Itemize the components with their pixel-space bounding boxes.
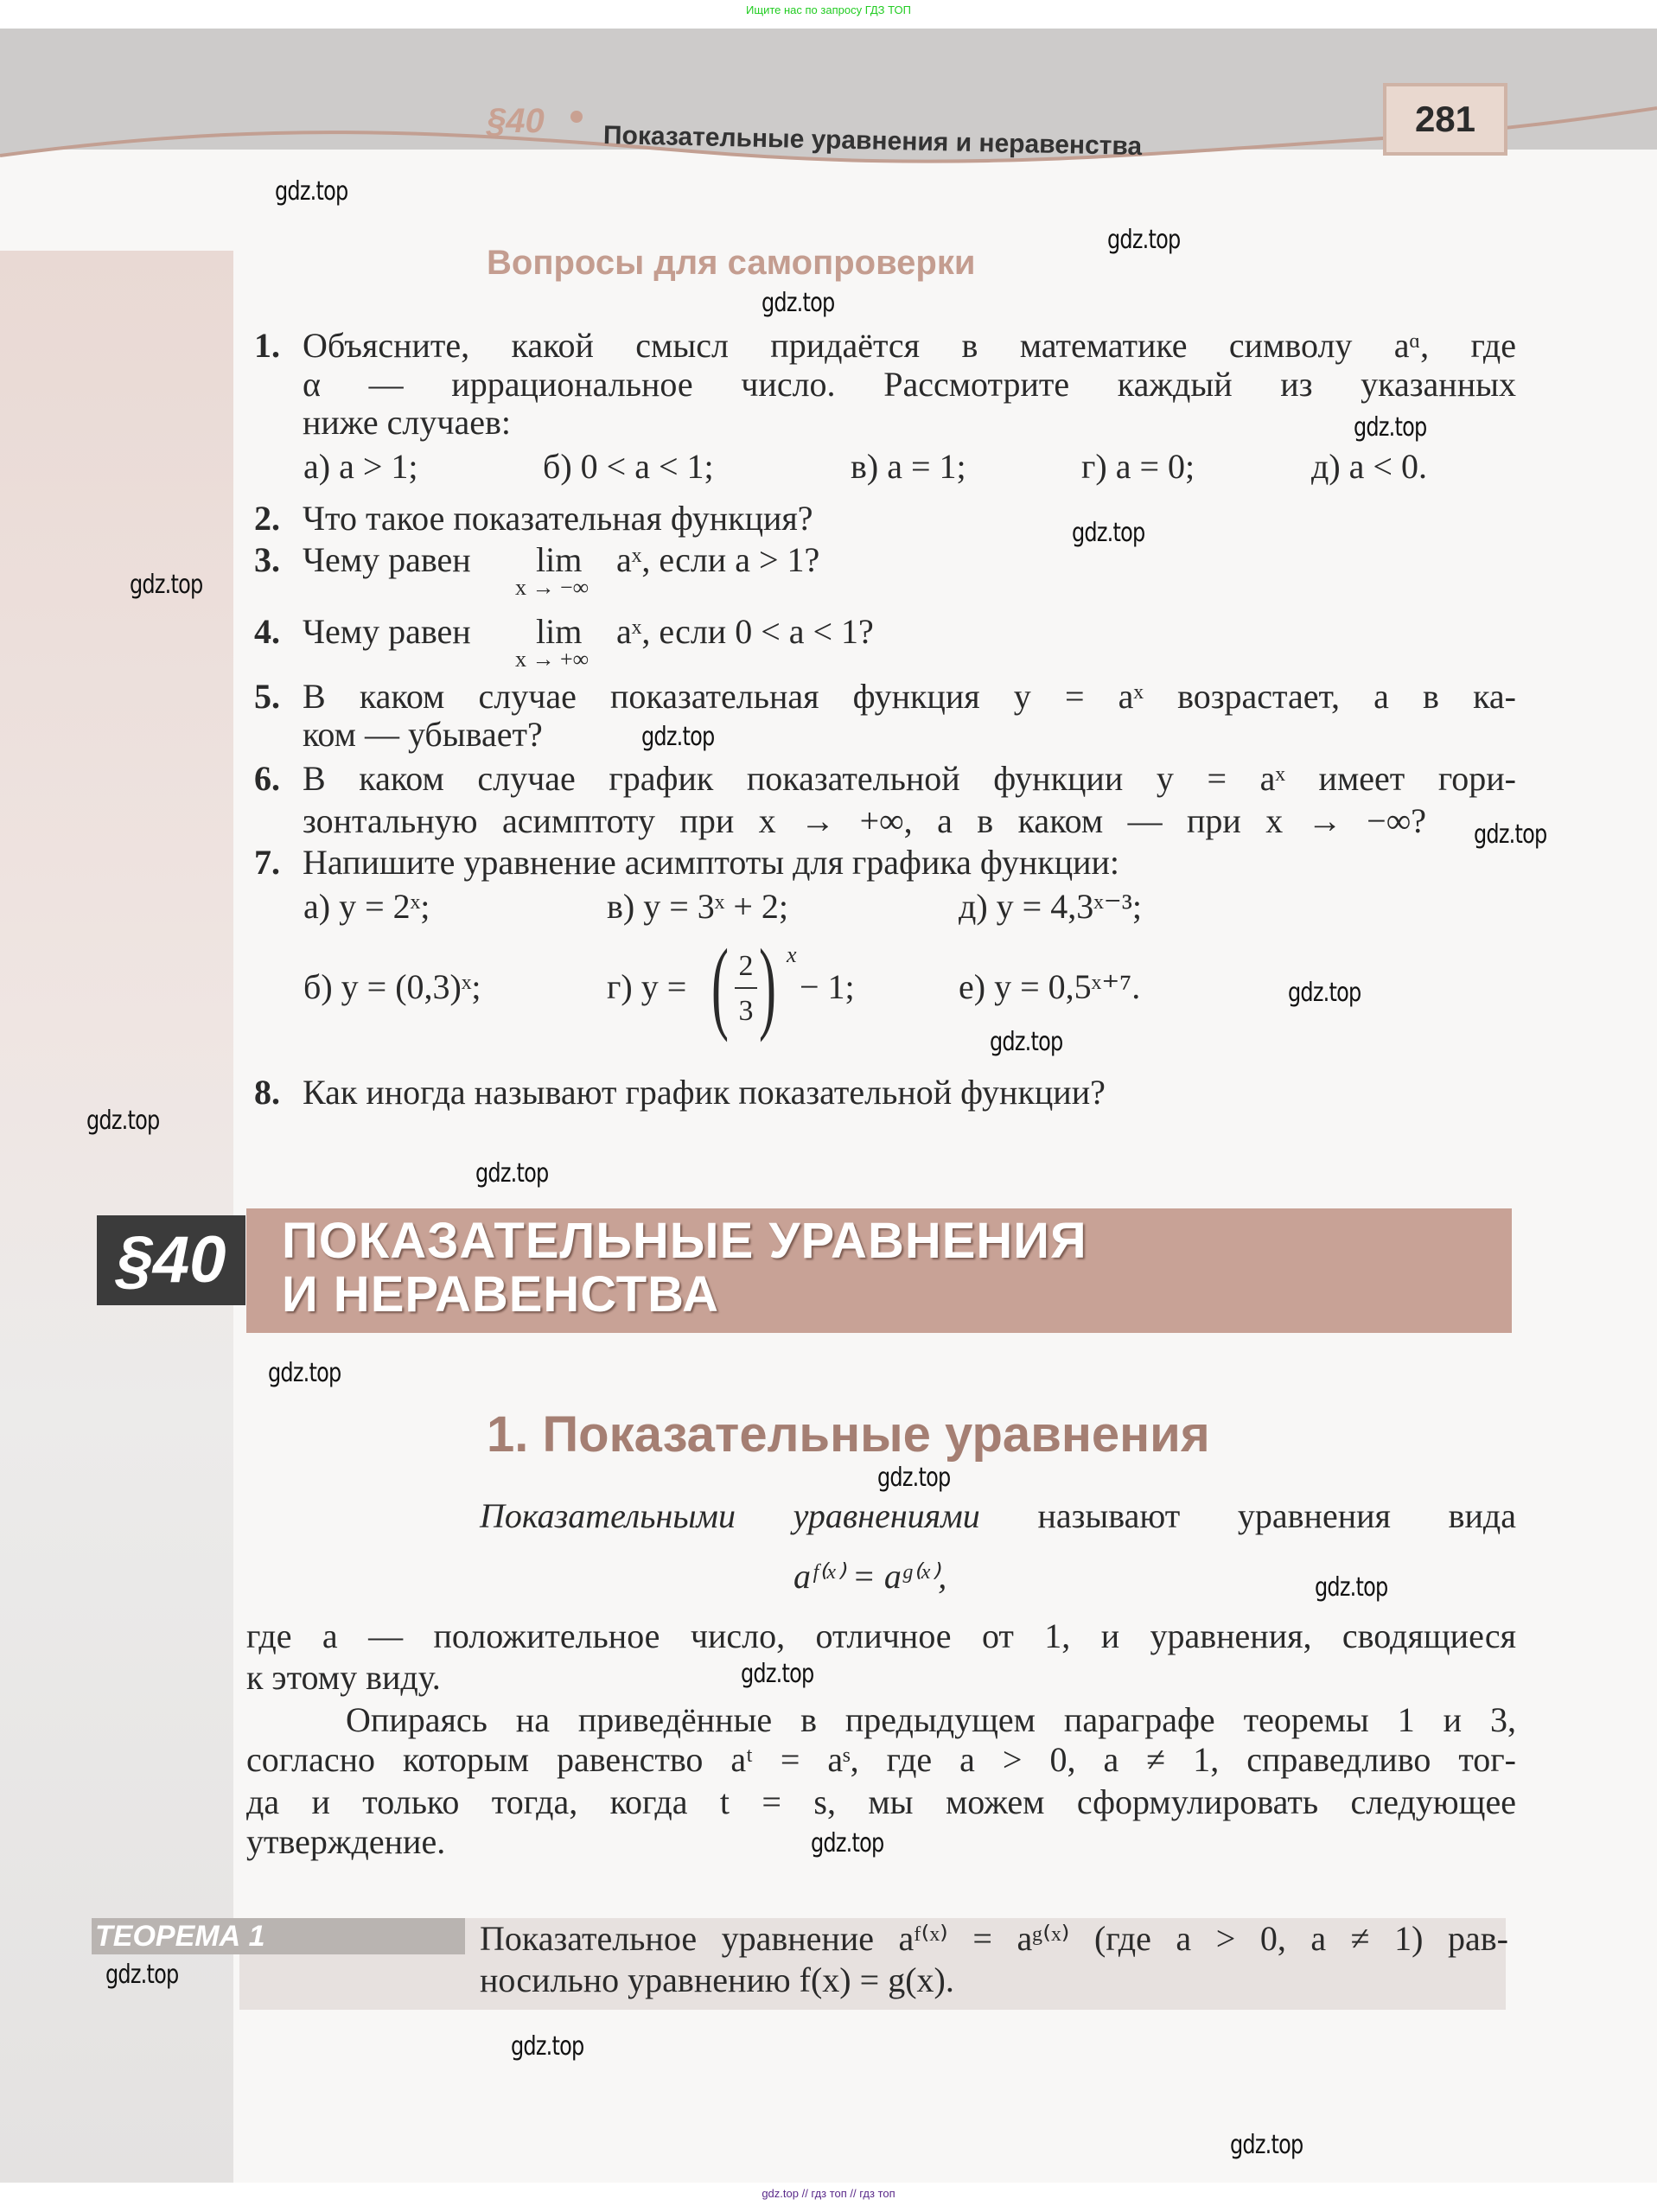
question-option: а) y = 2ˣ; — [303, 887, 430, 926]
watermark: gdz.top — [511, 2031, 584, 2062]
question-text: ниже случаев: — [303, 403, 512, 442]
bullet-icon — [570, 111, 583, 123]
self-check-title: Вопросы для самопроверки — [487, 244, 976, 282]
question-option: а) a > 1; — [303, 447, 418, 486]
question-option: − 1; — [800, 967, 855, 1006]
question-number: 2. — [254, 499, 280, 538]
question-number: 1. — [254, 326, 280, 365]
question-option: д) a < 0. — [1311, 447, 1427, 486]
watermark: gdz.top — [762, 288, 835, 318]
top-banner-text: Ищите нас по запросу ГДЗ ТОП — [746, 3, 911, 16]
formula: aᶠ⁽ˣ⁾ = aᵍ⁽ˣ⁾, — [793, 1557, 947, 1596]
limit-symbol: lim — [536, 540, 583, 579]
question-option: г) a = 0; — [1081, 447, 1195, 486]
limit-subscript: x → −∞ — [515, 575, 590, 600]
paragraph-line — [480, 1495, 1516, 1538]
watermark: gdz.top — [1474, 819, 1547, 850]
paragraph-line: к этому виду. — [246, 1658, 441, 1697]
page-number: 281 — [1383, 83, 1507, 156]
question-text: ком — убывает? — [303, 715, 543, 754]
question-number: 4. — [254, 612, 280, 651]
theorem-label: ТЕОРЕМА 1 — [92, 1918, 465, 1954]
theorem-text: носильно уравнению f(x) = g(x). — [480, 1960, 954, 1999]
watermark: gdz.top — [741, 1659, 814, 1689]
question-number: 7. — [254, 843, 280, 882]
paragraph-line: да и только тогда, когда t = s, мы можем сформулировать следующее — [246, 1782, 1516, 1821]
watermark: gdz.top — [86, 1106, 160, 1136]
fraction-denominator: 3 — [738, 995, 754, 1027]
watermark: gdz.top — [130, 570, 203, 600]
question-number: 5. — [254, 677, 280, 716]
subsection-title: 1. Показательные уравнения — [487, 1406, 1210, 1463]
question-option: в) y = 3ˣ + 2; — [607, 887, 788, 926]
bottom-banner-text: gdz.top // гдз топ // гдз топ — [762, 2187, 895, 2200]
header-section-number: §40 — [487, 102, 545, 140]
exponent: x — [787, 942, 797, 967]
question-text: α — иррациональное число. Рассмотрите каждый из указанных — [303, 365, 1516, 404]
limit-symbol: lim — [536, 612, 583, 651]
question-text: Чему равен — [303, 540, 471, 579]
paragraph-line: утверждение. — [246, 1822, 446, 1861]
watermark: gdz.top — [1230, 2130, 1303, 2160]
question-text: Чему равен — [303, 612, 471, 651]
question-text: Напишите уравнение асимптоты для графика функции: — [303, 843, 1120, 882]
question-text: Как иногда называют график показательной функции? — [303, 1073, 1106, 1112]
watermark: gdz.top — [275, 176, 348, 207]
left-parenthesis: ( — [711, 928, 729, 1042]
question-text: aˣ, если 0 < a < 1? — [616, 612, 874, 651]
watermark: gdz.top — [1354, 412, 1427, 443]
question-option: б) 0 < a < 1; — [543, 447, 714, 486]
theorem-text: Показательное уравнение aᶠ⁽ˣ⁾ = aᵍ⁽ˣ⁾ (где a > 0, a ≠ 1) рав- — [480, 1919, 1508, 1958]
watermark: gdz.top — [475, 1158, 549, 1189]
paragraph-line: Опираясь на приведённые в предыдущем параграфе теоремы 1 и 3, — [346, 1700, 1516, 1739]
paragraph-text: называют уравнения вида — [979, 1496, 1516, 1535]
question-text: В каком случае показательная функция y = aˣ возрастает, а в ка- — [303, 677, 1516, 716]
watermark: gdz.top — [877, 1463, 951, 1493]
watermark: gdz.top — [1315, 1572, 1388, 1603]
watermark: gdz.top — [1107, 225, 1181, 255]
watermark: gdz.top — [268, 1358, 341, 1388]
question-number: 3. — [254, 540, 280, 579]
header-title: Показательные уравнения и неравенства — [602, 121, 1143, 162]
question-option: в) a = 1; — [851, 447, 966, 486]
question-text: зонтальную асимптоту при x → +∞, а в каком — при x → −∞? — [303, 801, 1426, 840]
section-title: ПОКАЗАТЕЛЬНЫЕ УРАВНЕНИЯ — [282, 1213, 1087, 1269]
paragraph-line: согласно которым равенство aᵗ = aˢ, где a > 0, a ≠ 1, справедливо тог- — [246, 1740, 1516, 1779]
section-number: §40 — [97, 1215, 245, 1305]
watermark: gdz.top — [990, 1027, 1063, 1057]
question-number: 8. — [254, 1073, 280, 1112]
question-option: г) y = — [607, 967, 687, 1006]
question-option: е) y = 0,5ˣ⁺⁷. — [959, 967, 1141, 1006]
question-text: Объясните, какой смысл придаётся в математике символу aᵅ, где — [303, 326, 1516, 365]
watermark: gdz.top — [105, 1960, 179, 1990]
question-number: 6. — [254, 759, 280, 798]
question-text: Что такое показательная функция? — [303, 499, 813, 538]
term-italic: Показательными уравнениями — [480, 1496, 980, 1535]
question-option: б) y = (0,3)ˣ; — [303, 967, 481, 1006]
watermark: gdz.top — [641, 722, 715, 752]
section-title: И НЕРАВЕНСТВА — [282, 1266, 720, 1323]
right-parenthesis: ) — [758, 928, 776, 1042]
paragraph-line: где a — положительное число, отличное от 1, и уравнения, сводящиеся — [246, 1616, 1516, 1655]
fraction-numerator: 2 — [738, 950, 754, 982]
limit-subscript: x → +∞ — [515, 647, 590, 672]
fraction-bar — [735, 987, 757, 989]
question-text: aˣ, если a > 1? — [616, 540, 820, 579]
watermark: gdz.top — [1072, 518, 1145, 548]
watermark: gdz.top — [1288, 978, 1361, 1008]
watermark: gdz.top — [811, 1828, 884, 1858]
question-text: В каком случае график показательной функции y = aˣ имеет гори- — [303, 759, 1516, 798]
question-option: д) y = 4,3ˣ⁻³; — [959, 887, 1143, 926]
